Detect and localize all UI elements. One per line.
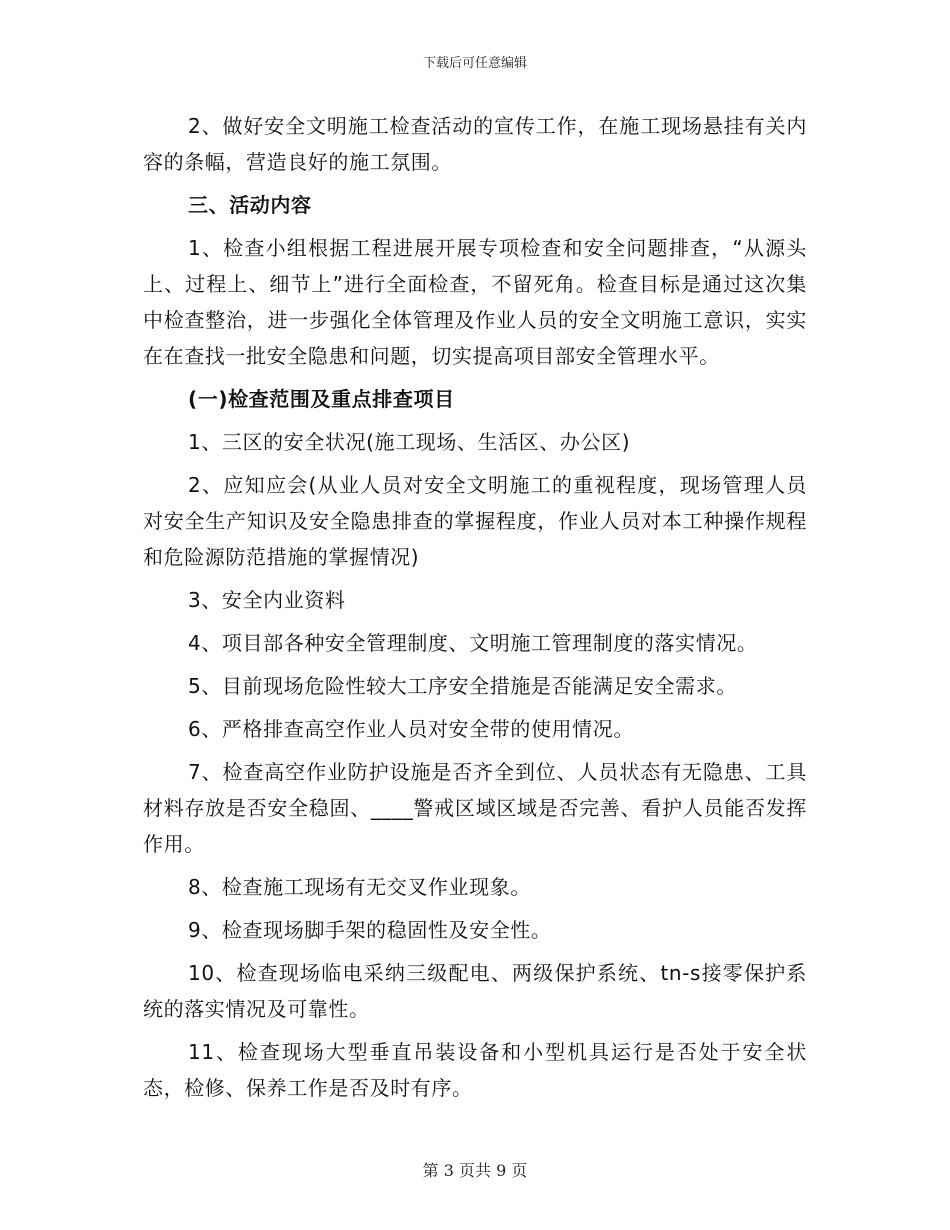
list-item: 7、检查高空作业防护设施是否齐全到位、人员状态有无隐患、工具材料存放是否安全稳固、____警戒区域区域是否完善、看护人员能否发挥作用。 (143, 760, 807, 856)
list-item: 4、项目部各种安全管理制度、文明施工管理制度的落实情况。 (188, 631, 758, 655)
list-item: 1、三区的安全状况(施工现场、生活区、办公区) (188, 430, 631, 454)
list-item: 2、应知应会(从业人员对安全文明施工的重视程度，现场管理人员对安全生产知识及安全隐患排查的掌握程度，作业人员对本工种操作规程和危险源防范措施的掌握情况) (143, 473, 807, 569)
list-item: 5、目前现场危险性较大工序安全措施是否能满足安全需求。 (188, 674, 737, 698)
subsection-heading: (一)检查范围及重点排查项目 (188, 387, 455, 411)
list-item: 3、安全内业资料 (188, 588, 346, 612)
paragraph: 2、做好安全文明施工检查活动的宣传工作，在施工现场悬挂有关内容的条幅，营造良好的施工氛围。 (143, 114, 807, 174)
list-item: 10、检查现场临电采纳三级配电、两级保护系统、tn-s接零保护系统的落实情况及可靠性。 (143, 961, 807, 1021)
page-header: 下载后可任意编辑 (422, 56, 527, 71)
page-footer: 第 3 页共 9 页 (422, 1161, 528, 1180)
section-heading: 三、活动内容 (188, 193, 312, 217)
list-item: 11、检查现场大型垂直吊装设备和小型机具运行是否处于安全状态，检修、保养工作是否及时有序。 (143, 1040, 807, 1100)
document-body (143, 108, 807, 1113)
list-item: 8、检查施工现场有无交叉作业现象。 (188, 875, 531, 899)
paragraph: 1、检查小组根据工程进展开展专项检查和安全问题排查，“从源头上、过程上、细节上”进行全面检查，不留死角。检查目标是通过这次集中检查整治，进一步强化全体管理及作业人员的安全文明施工意识，实实在在查找一批安全隐患和问题，切实提高项目部安全管理水平。 (143, 236, 807, 368)
list-item: 9、检查现场脚手架的稳固性及安全性。 (188, 918, 552, 942)
list-item: 6、严格排查高空作业人员对安全带的使用情况。 (188, 717, 634, 741)
